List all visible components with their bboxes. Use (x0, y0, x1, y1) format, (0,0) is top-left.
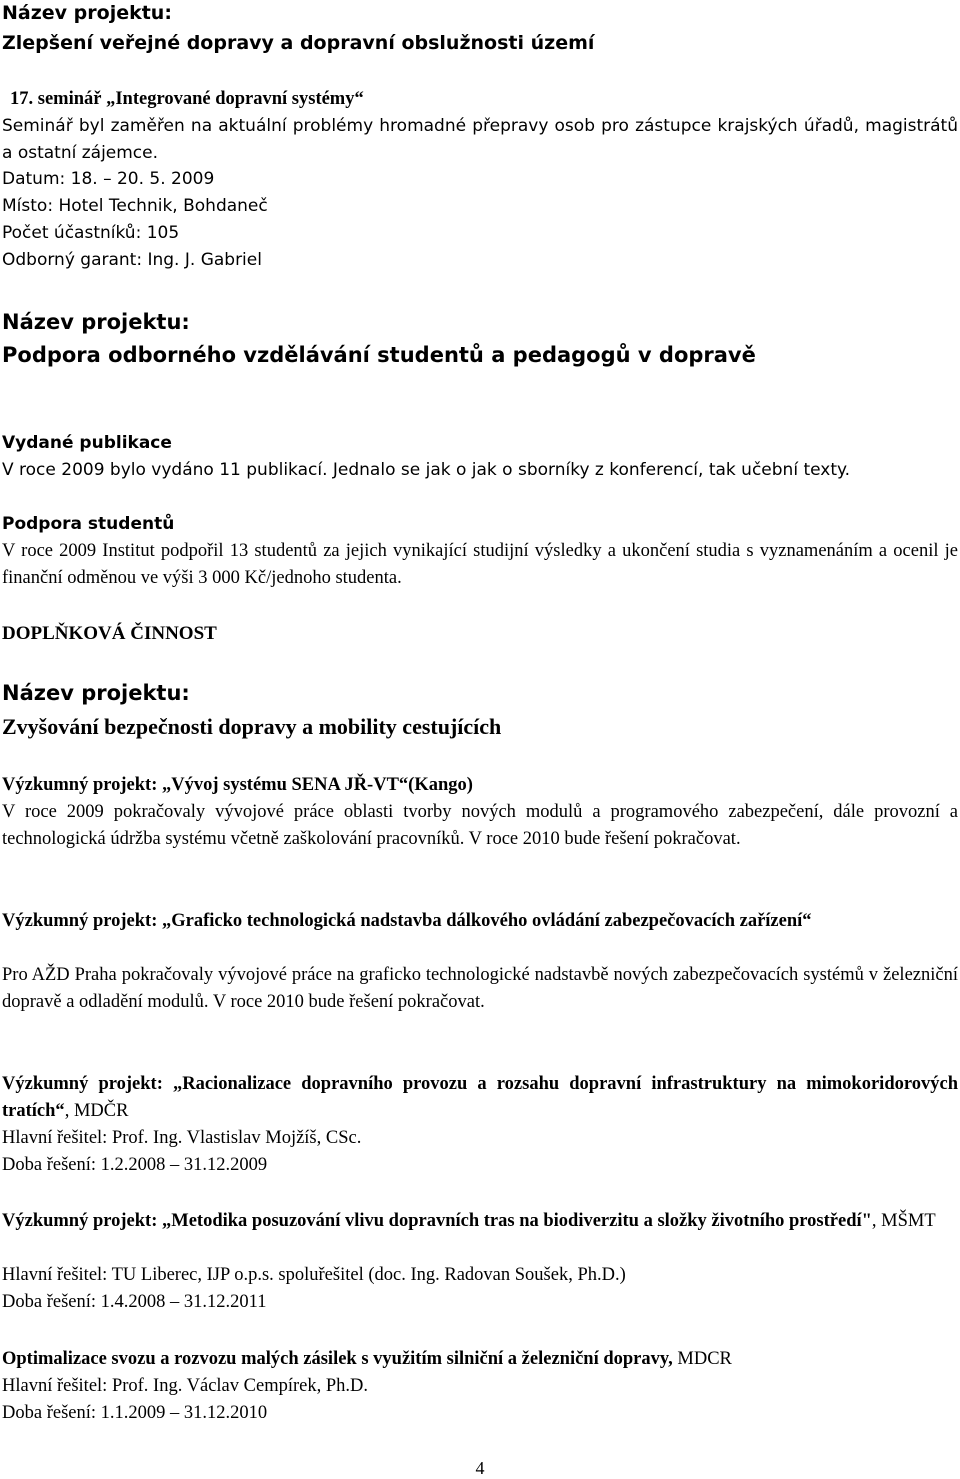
project-title-1: Zlepšení veřejné dopravy a dopravní obslužnosti území (2, 32, 595, 54)
research-project-3-sponsor: , MDČR (64, 1100, 129, 1121)
student-support-heading: Podpora studentů (2, 514, 175, 534)
research-project-4-title: Výzkumný projekt: „Metodika posuzování vlivu dopravních tras na biodiverzitu a složky životního prostředí" (2, 1211, 872, 1231)
research-project-2-heading: Výzkumný projekt: „Graficko technologická nadstavba dálkového ovládání zabezpečovacích zařízení“ (2, 911, 812, 931)
publications-heading: Vydané publikace (2, 433, 172, 453)
seminar-date: Datum: 18. – 20. 5. 2009 (2, 169, 215, 189)
supplementary-heading: DOPLŇKOVÁ ČINNOST (2, 623, 217, 644)
project-label-1: Název projektu: (2, 2, 172, 24)
research-project-5-heading (2, 1346, 958, 1373)
research-project-3-solver: Hlavní řešitel: Prof. Ing. Vlastislav Mojžíš, CSc. (2, 1128, 362, 1148)
research-project-4-solver: Hlavní řešitel: TU Liberec, IJP o.p.s. spoluřešitel (doc. Ing. Radovan Soušek, Ph.D.) (2, 1265, 626, 1285)
seminar-title: 17. seminář „Integrované dopravní systémy“ (10, 89, 364, 109)
research-project-1-heading: Výzkumný projekt: „Vývoj systému SENA JŘ-VT“(Kango) (2, 775, 473, 795)
research-project-4-sponsor: , MŠMT (871, 1211, 936, 1231)
seminar-guarantor: Odborný garant: Ing. J. Gabriel (2, 250, 262, 270)
research-project-1-text: V roce 2009 pokračovaly vývojové práce oblasti tvorby nových modulů a programového zabezpečení, dále provozní a technologická údržba systému včetně zaškolování pracovníků. V roce 2010 bude řešení pokračovat. (2, 802, 958, 849)
research-project-5-title: Optimalizace svozu a rozvozu malých zásilek s využitím silniční a železniční dopravy, (2, 1349, 673, 1369)
project-label-3: Název projektu: (2, 681, 190, 705)
project-title-2: Podpora odborného vzdělávání studentů a pedagogů v dopravě (2, 343, 756, 367)
student-support-text: V roce 2009 Institut podpořil 13 studentů za jejich vynikající studijní výsledky a ukončení studia s vyznamenáním a ocenil je finanční odměnou ve výši 3 000 Kč/jednoho studenta. (2, 541, 958, 588)
research-project-3-title: Výzkumný projekt: „Racionalizace dopravního provozu a rozsahu dopravní infrastruktury na mimokoridorových tratích“ (2, 1074, 958, 1121)
research-project-5-solver: Hlavní řešitel: Prof. Ing. Václav Cempírek, Ph.D. (2, 1376, 368, 1396)
research-project-3-heading (2, 1071, 958, 1124)
research-project-4-period: Doba řešení: 1.4.2008 – 31.12.2011 (2, 1292, 267, 1312)
research-project-4-heading (2, 1208, 958, 1235)
research-project-5-period: Doba řešení: 1.1.2009 – 31.12.2010 (2, 1403, 268, 1423)
seminar-participants: Počet účastníků: 105 (2, 223, 180, 243)
research-project-3-period: Doba řešení: 1.2.2008 – 31.12.2009 (2, 1155, 268, 1175)
seminar-description: Seminář byl zaměřen na aktuální problémy hromadné přepravy osob pro zástupce krajských úřadů, magistrátů a ostatní zájemce. (2, 116, 958, 163)
project-label-2: Název projektu: (2, 310, 190, 334)
project-title-3: Zvyšování bezpečnosti dopravy a mobility cestujících (2, 714, 502, 739)
publications-text: V roce 2009 bylo vydáno 11 publikací. Jednalo se jak o jak o sborníky z konferencí, tak učební texty. (2, 460, 851, 480)
research-project-5-sponsor: MDCR (672, 1349, 732, 1369)
page-number: 4 (475, 1458, 485, 1478)
research-project-2-text: Pro AŽD Praha pokračovaly vývojové práce na graficko technologické nadstavbě nových zabezpečovacích systémů v železniční dopravě a odladění modulů. V roce 2010 bude řešení pokračovat. (2, 965, 958, 1012)
seminar-place: Místo: Hotel Technik, Bohdaneč (2, 196, 268, 216)
